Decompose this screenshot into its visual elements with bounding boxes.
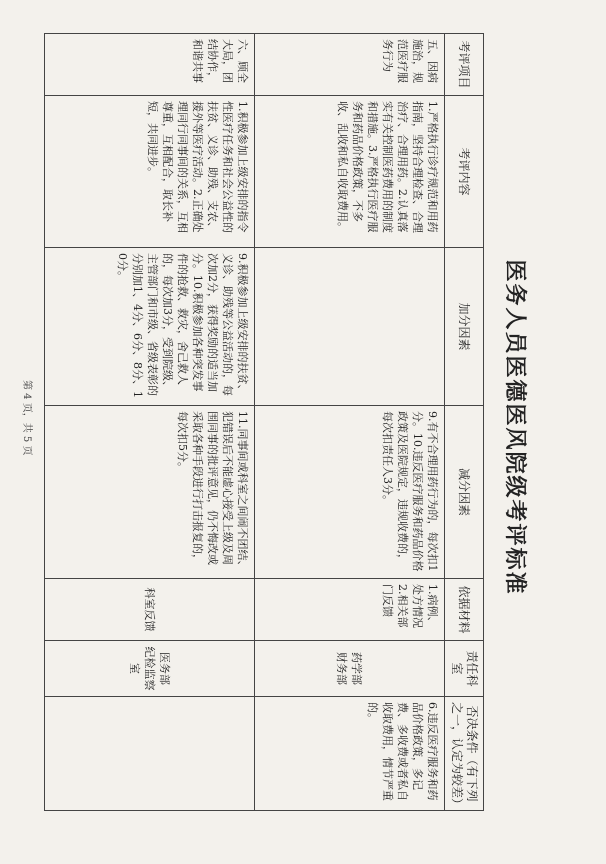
cell-veto: 6.违反医疗服务和药品价格政策，多记费、多收费或者私自收取费用，情节严重的。 (255, 697, 445, 811)
evaluation-table (44, 33, 484, 811)
cell-dept: 药学部 财务部 (255, 641, 445, 697)
cell-plus: 9.积极参加上级安排的扶贫、义诊、助残等公益活动的，每次加2分，获得奖励的适当加分。10.积极参加各种突发事件的抢救、救灾，舍己救人的，每次加3分，受到院级、主管部门和市级、省级表彰的分别加1、4分、6分、8分、10分。 (45, 248, 255, 406)
header-content: 考评内容 (445, 96, 484, 248)
table-row (45, 34, 255, 811)
header-dept: 责任科室 (445, 641, 484, 697)
cell-minus: 9.有不合理用药行为的，每次扣1分。10.违反医疗服务和药品价格政策及医院规定，违规收费的，每次扣责任人3分。 (255, 406, 445, 579)
header-minus: 减分因素 (445, 406, 484, 579)
cell-veto (45, 697, 255, 811)
cell-evidence: 1.病例、处方情况 2.相关部门反馈 (255, 579, 445, 641)
table-header-row (445, 34, 484, 811)
cell-item: 六、顾全大局，团结协作，和谐共事 (45, 34, 255, 96)
cell-item: 五、因病施治，规范医疗服务行为 (255, 34, 445, 96)
cell-evidence: 科室反馈 (45, 579, 255, 641)
cell-minus: 11.同事间或科室之间闹不团结、犯错误后不能虚心接受上级及周围同事的批评意见，仍不悔改或采取各种手段进行打击报复的，每次扣5分。 (45, 406, 255, 579)
header-evidence: 依据材料 (445, 579, 484, 641)
page-footer: 第 4 页，共 5 页 (21, 380, 32, 456)
header-item: 考评项目 (445, 34, 484, 96)
header-plus: 加分因素 (445, 248, 484, 406)
header-veto: 否决条件（有下列之一，认定为较差） (445, 697, 484, 811)
cell-content: 1.严格执行诊疗规范和用药指南，坚持合理检查、合理治疗、合理用药。2.认真落实有关控制医药费用的制度和措施。3.严格执行医疗服务和药品价格政策，不多收、乱收和私自收取费用。 (255, 96, 445, 248)
cell-content: 1.积极参加上级安排的指令性医疗任务和社会公益性的扶贫、义诊、助残、支农、援外等医疗活动。2.正确处理同行同事间的关系，互相尊重，互相配合，取长补短，共同进步。 (45, 96, 255, 248)
rotated-table-page (52, 33, 528, 811)
table-row (255, 34, 445, 811)
page-title: 医务人员医德医风院级考评标准 (502, 259, 528, 596)
cell-plus (255, 248, 445, 406)
cell-dept: 医务部 纪检监察室 (45, 641, 255, 697)
